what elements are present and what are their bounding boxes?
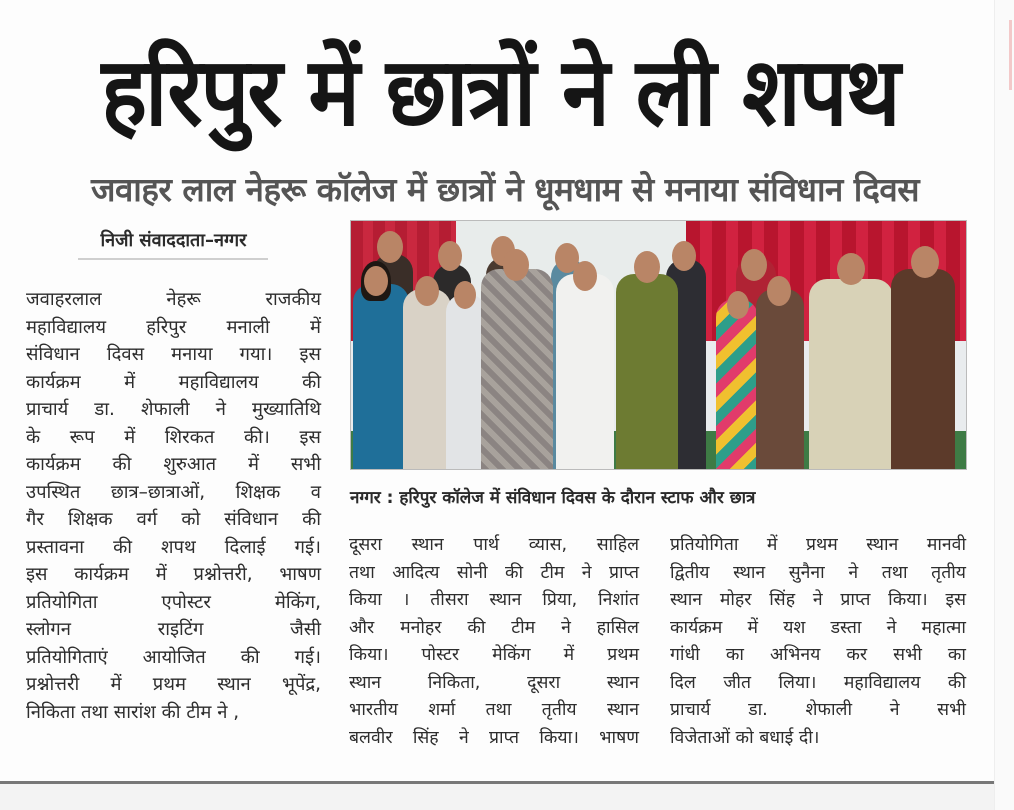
byline-divider [78,258,268,260]
text-line: स्थान निकिता, दूसरा स्थान [349,672,639,693]
person [446,294,486,469]
person-head [438,241,462,271]
person-head [503,249,529,281]
page-footer-band [0,784,994,810]
person-head [741,249,767,281]
person [403,289,451,469]
text-line: दूसरा स्थान पार्थ व्यास, साहिल [349,535,639,555]
text-line: बलवीर सिंह ने प्राप्त किया। भाषण [349,727,639,748]
text-line: प्रतियोगिता में प्रथम स्थान मानवी [670,535,966,555]
text-line: कार्यक्रम की शुरुआत में सभी [26,454,321,475]
person-head [377,231,403,263]
text-line: विजेताओं को बधाई दी। [670,727,820,748]
text-line: प्राचार्य डा. शेफाली ने मुख्यातिथि [26,399,321,420]
page-edge [994,0,1014,810]
person [809,279,893,469]
text-line: प्रश्नोत्तरी में प्रथम स्थान भूपेंद्र, [26,674,321,695]
text-line: कार्यक्रम में महाविद्यालय की [26,371,321,393]
adjacent-article-mark [1009,20,1012,90]
text-line: निकिता तथा सारांश की टीम ने , [26,701,240,723]
text-line: गैर शिक्षक वर्ग को संविधान की [26,509,321,530]
person-head [454,281,476,309]
person-head [573,261,597,291]
person-head [911,246,939,278]
text-line: प्रतियोगिताएं आयोजित की गई। [26,646,321,668]
person [891,269,955,469]
text-line: के रूप में शिरकत की। इस [26,426,321,448]
group-photo [350,220,967,470]
person [481,269,553,469]
byline: निजी संवाददाता–नग्गर [100,230,247,251]
text-line: किया । तीसरा स्थान प्रिया, निशांत [349,590,639,610]
text-line: द्वितीय स्थान सुनैना ने तथा तृतीय [670,562,966,583]
person-head [634,251,660,283]
text-line: जवाहरलाल नेहरू राजकीय [26,289,321,310]
text-line: कार्यक्रम में यश डस्ता ने महात्मा [670,617,966,638]
text-line: स्थान मोहर सिंह ने प्राप्त किया। इस [670,590,966,610]
person-head [672,241,696,271]
text-line: प्रस्तावना की शपथ दिलाई गई। [26,536,321,558]
text-line: स्लोगन राइटिंग जैसी [26,619,321,640]
person [556,274,614,469]
photo-caption: नग्गर : हरिपुर कॉलेज में संविधान दिवस के दौरान स्टाफ और छात्र [350,488,756,508]
text-line: दिल जीत लिया। महाविद्यालय की [670,672,966,693]
person [353,284,409,469]
text-line: किया। पोस्टर मेकिंग में प्रथम [349,645,639,665]
text-line: संविधान दिवस मनाया गया। इस [26,344,321,365]
person [716,299,758,469]
article-column-3 [670,532,966,752]
person-head [727,291,749,319]
text-line: उपस्थित छात्र–छात्राओं, शिक्षक व [26,481,321,503]
person-head [364,266,388,296]
person-head [767,276,791,306]
article-column-1 [26,286,321,726]
person [756,289,804,469]
subheadline: जवाहर लाल नेहरू कॉलेज में छात्रों ने धूमधाम से मनाया संविधान दिवस [90,170,920,209]
text-line: प्राचार्य डा. शेफाली ने सभी [670,700,966,720]
person-head [837,253,865,285]
text-line: तथा आदित्य सोनी की टीम ने प्राप्त [349,562,639,583]
text-line: और मनोहर की टीम ने हासिल [349,617,639,638]
text-line: भारतीय शर्मा तथा तृतीय स्थान [349,700,639,720]
text-line: इस कार्यक्रम में प्रश्नोत्तरी, भाषण [26,564,321,585]
text-line: महाविद्यालय हरिपुर मनाली में [26,316,321,338]
person [616,274,678,469]
person-head [415,276,439,306]
headline: हरिपुर में छात्रों ने ली शपथ [101,37,899,148]
text-line: गांधी का अभिनय कर सभी का [670,645,966,665]
article-column-2 [349,532,639,752]
text-line: प्रतियोगिता एपोस्टर मेकिंग, [26,591,321,613]
